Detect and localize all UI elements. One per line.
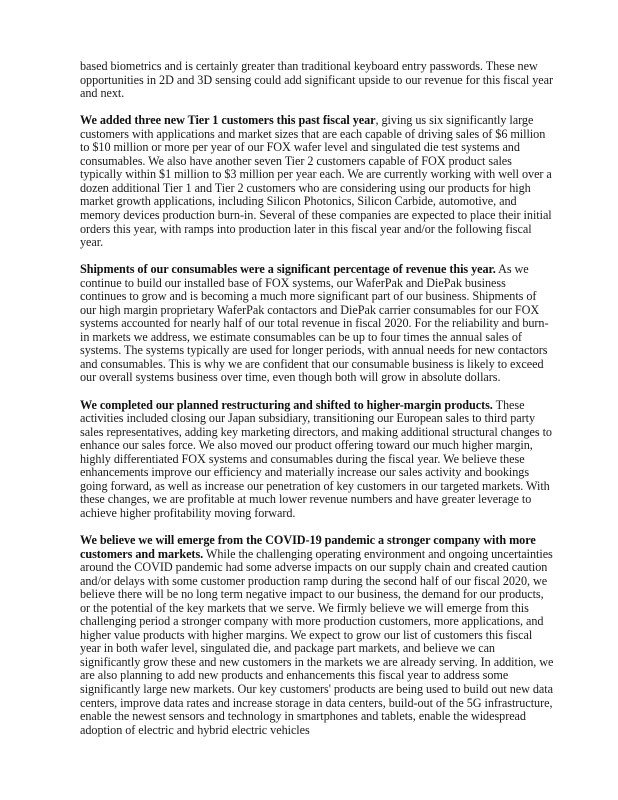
paragraph-lead: We added three new Tier 1 customers this past fiscal year xyxy=(80,113,376,128)
paragraph-covid-outlook xyxy=(80,534,554,737)
paragraph-consumables xyxy=(80,263,554,385)
paragraph-tier1-customers xyxy=(80,114,554,249)
document-page xyxy=(80,60,554,751)
paragraph-lead: We believe we will emerge from the COVID-19 pandemic a stronger company with more customers and markets. xyxy=(80,532,536,561)
paragraph-body: These activities included closing our Japan subsidiary, transitioning our European sales to third party sales representatives, adding key marketing directors, and making additional structural changes to enhance our sales force. We also moved our product offering toward our much higher margin, highly differentiated FOX systems and consumables during the fiscal year. We believe these enhancements improve our efficiency and materially increase our sales activity and bookings going forward, as well as increase our penetration of key customers in our targeted markets. With these changes, we are profitable at much lower revenue numbers and have greater leverage to achieve higher profitability moving forward. xyxy=(80,397,552,520)
paragraph-body: based biometrics and is certainly greater than traditional keyboard entry passwords. These new opportunities in 2D and 3D sensing could add significant upside to our revenue for this fiscal year and next. xyxy=(80,59,553,101)
paragraph-lead: Shipments of our consumables were a significant percentage of revenue this year. xyxy=(80,262,496,277)
paragraph-lead: We completed our planned restructuring and shifted to higher-margin products. xyxy=(80,397,493,412)
paragraph-body: As we continue to build our installed base of FOX systems, our WaferPak and DiePak business continues to grow and is becoming a much more significant part of our business. Shipments of our high margin proprietary WaferPak contactors and DiePak carrier consumables for our FOX systems accounted for nearly half of our total revenue in fiscal 2020. For the reliability and burn-in markets we address, we estimate consumables can be up to four times the annual sales of systems. The systems typically are used for longer periods, with annual needs for new contactors and consumables. This is why we are confident that our consumable business is likely to exceed our overall systems business over time, even though both will grow in absolute dollars. xyxy=(80,262,549,385)
paragraph-body: While the challenging operating environment and ongoing uncertainties around the COVID pandemic had some adverse impacts on our supply chain and created caution and/or delays with some customer production ramp during the second half of our fiscal 2020, we believe there will be no long term negative impact to our business, the demand for our products, or the potential of the key markets that we serve. We firmly believe we will emerge from this challenging period a stronger company with more production customers, more applications, and higher value products with higher margins. We expect to grow our list of customers this fiscal year in both wafer level, singulated die, and package part markets, and believe we can significantly grow these and new customers in the markets we are already serving. In addition, we are also planning to add new products and enhancements this fiscal year to address some significantly large new markets. Our key customers' products are being used to build out new data centers, improve data rates and increase storage in data centers, build-out of the 5G infrastructure, enable the newest sensors and technology in smartphones and tablets, enable the widespread adoption of electric and hybrid electric vehicles xyxy=(80,546,554,737)
paragraph-body: , giving us six significantly large customers with applications and market sizes that are each capable of driving sales of $6 million to $10 million or more per year of our FOX wafer level and singulated die test systems and consumables. We also have another seven Tier 2 customers capable of FOX product sales typically within $1 million to $3 million per year each. We are currently working with well over a dozen additional Tier 1 and Tier 2 customers who are considering using our products for high market growth applications, including Silicon Photonics, Silicon Carbide, automotive, and memory devices production burn-in. Several of these companies are expected to place their initial orders this year, with ramps into production later in this fiscal year and/or the following fiscal year. xyxy=(80,113,552,250)
paragraph-restructuring xyxy=(80,399,554,521)
paragraph-biometrics-continuation xyxy=(80,60,554,101)
